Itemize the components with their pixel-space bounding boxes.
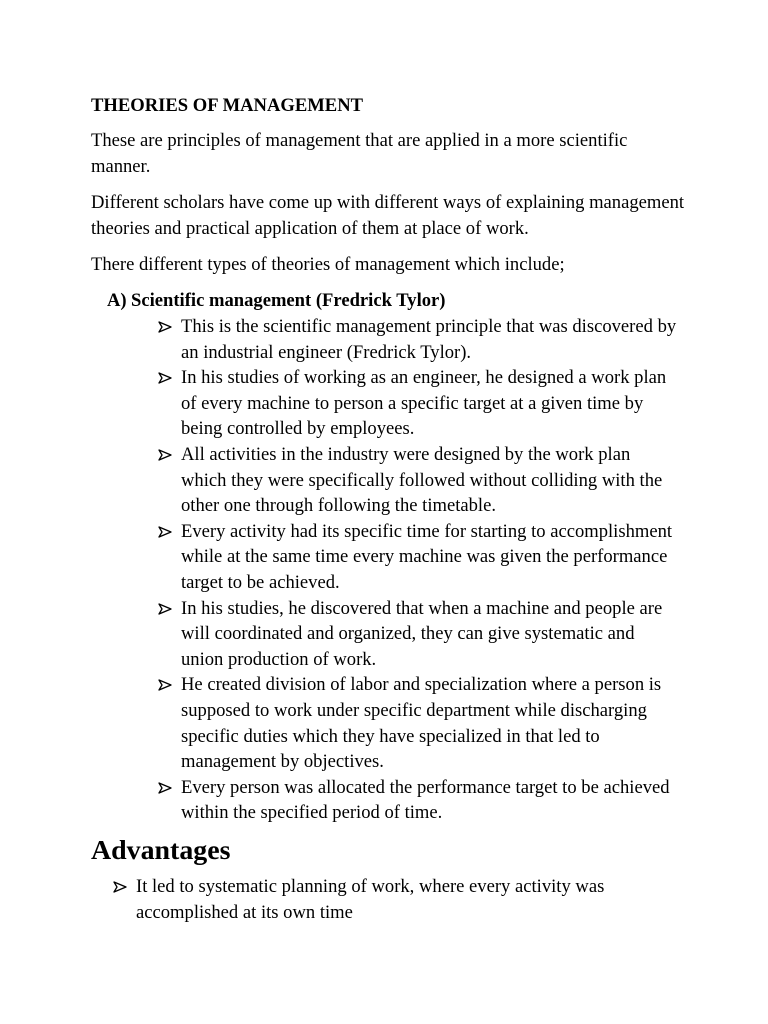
- arrow-bullet-icon: [158, 775, 174, 801]
- arrow-bullet-icon: [158, 442, 174, 468]
- advantages-heading: Advantages: [91, 835, 231, 866]
- arrow-bullet-icon: [113, 874, 129, 900]
- types-paragraph: There different types of theories of management which include;: [91, 254, 565, 275]
- list-item-text: In his studies of working as an engineer, he designed a work plan of every machine to person a specific target at a given time by being controlled by employees.: [181, 367, 667, 440]
- list-item-text: It led to systematic planning of work, where every activity was accomplished at its own time: [136, 876, 605, 923]
- section-a-marker: A): [107, 290, 127, 311]
- list-item: [158, 596, 678, 673]
- section-a-heading: [107, 288, 445, 314]
- list-item: [158, 442, 678, 519]
- list-item-text: He created division of labor and specialization where a person is supposed to work under specific department while discharging specific duties which they have specialized in that led to management by objectives.: [181, 674, 662, 773]
- list-item-text: All activities in the industry were designed by the work plan which they were specifically followed without colliding with the other one through following the timetable.: [181, 443, 663, 517]
- arrow-bullet-icon: [158, 519, 174, 545]
- document-title: THEORIES OF MANAGEMENT: [91, 95, 364, 116]
- intro-paragraph: These are principles of management that are applied in a more scientific manner.: [91, 130, 628, 177]
- scholars-paragraph: Different scholars have come up with different ways of explaining management theories and practical application of them at place of work.: [91, 192, 685, 239]
- list-item: [158, 775, 678, 826]
- arrow-bullet-icon: [158, 314, 174, 340]
- scientific-management-list: [158, 314, 678, 826]
- list-item-text: Every activity had its specific time for starting to accomplishment while at the same time every machine was given the performance target to be achieved.: [181, 520, 673, 593]
- list-item-text: In his studies, he discovered that when a machine and people are will coordinated and organized, they can give systematic and union production of work.: [181, 597, 663, 670]
- advantages-list: [113, 874, 658, 925]
- list-item: [158, 672, 678, 774]
- list-item-text: This is the scientific management principle that was discovered by an industrial engineer (Fredrick Tylor).: [181, 316, 677, 363]
- list-item: [113, 874, 658, 925]
- list-item: [158, 314, 678, 365]
- arrow-bullet-icon: [158, 596, 174, 622]
- list-item: [158, 365, 678, 442]
- section-a-title: Scientific management (Fredrick Tylor): [131, 290, 446, 311]
- arrow-bullet-icon: [158, 672, 174, 698]
- arrow-bullet-icon: [158, 365, 174, 391]
- list-item: [158, 519, 678, 596]
- list-item-text: Every person was allocated the performance target to be achieved within the specified period of time.: [181, 776, 670, 824]
